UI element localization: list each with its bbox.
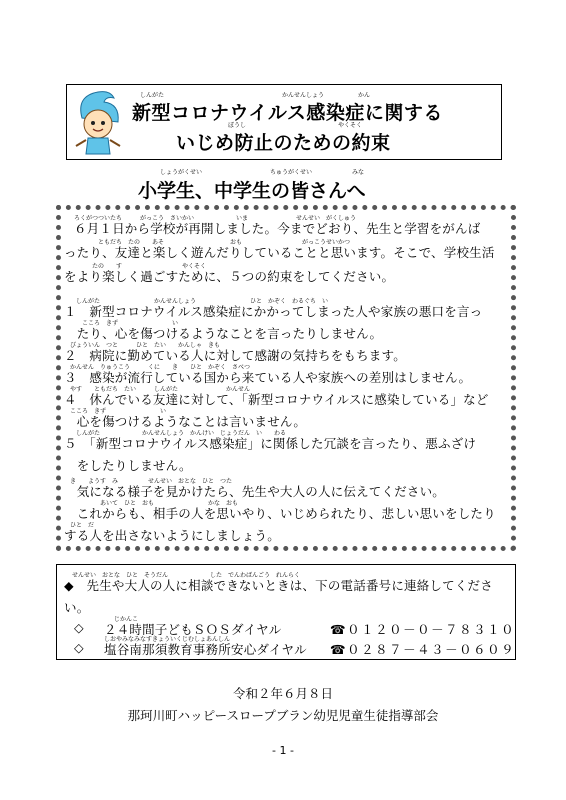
ruby-mina: みな bbox=[352, 169, 365, 176]
promise-ruby-1: しんがた かんせんしょう ひと かぞく わるぐち い bbox=[64, 298, 329, 305]
ruby-yakusoku: やくそく bbox=[338, 122, 363, 129]
contact-ruby: せんせい おとな ひと そうだん した でんわばんごう れんらく bbox=[66, 572, 301, 579]
contact-item-2-name: 塩谷南那須教育事務所安心ダイヤル bbox=[104, 642, 307, 657]
closing-line-1: 気になる様子を見かけたら、先生や大人の人に伝えてください。 bbox=[64, 484, 446, 499]
intro-line-3: をより楽しく過ごすために、５つの約束をしてください。 bbox=[64, 269, 395, 284]
ruby-kan: かん bbox=[358, 92, 371, 99]
promise-1-line-1: １ 新型コロナウイルス感染症にかかってしまった人や家族の悪口を言っ bbox=[64, 304, 483, 319]
ruby-chuugakusei: ちゅうがくせい bbox=[270, 169, 313, 176]
contact-item-2-bullet: ◇ bbox=[74, 640, 84, 655]
promise-2: ２ 病院に勤めている人に対して感謝の気持ちをもちます。 bbox=[64, 348, 406, 363]
contact-item-1-name: ２４時間子どもＳＯＳダイヤル bbox=[104, 622, 282, 637]
page-number: - 1 - bbox=[272, 744, 294, 757]
promise-ruby-4: かんせん りゅうこう くに き ひと かぞく さべつ bbox=[64, 364, 251, 371]
promise-ruby-2: こころ きず い bbox=[64, 320, 179, 327]
promise-1-line-2: たり、心を傷つけるようなことを言ったりしません。 bbox=[64, 326, 383, 341]
contact-instruction-end: い。 bbox=[64, 600, 90, 615]
promise-3: ３ 感染が流行している国から来ている人や家族への差別はしません。 bbox=[64, 370, 472, 385]
ruby-boushi: ぼうし bbox=[228, 122, 247, 129]
promise-5-line-2: をしたりしません。 bbox=[64, 458, 192, 473]
promise-4-line-1: ４ 休んでいる友達に対して、「新型コロナウイルスに感染している」など bbox=[64, 392, 489, 407]
promise-5-line-1: ５ 「新型コロナウイルス感染症」に関係した冗談を言ったり、悪ふざけ bbox=[64, 436, 477, 451]
document-date: 令和２年６月８日 bbox=[232, 686, 333, 701]
closing-ruby-1: き ようす み せんせい おとな ひと つた bbox=[64, 478, 233, 485]
closing-ruby-2: あいて ひと おも かな おも bbox=[64, 500, 239, 507]
contact-item-1-phone[interactable]: ☎０１２０－０－７８３１０ bbox=[330, 622, 516, 637]
closing-ruby-3: ひと だ bbox=[64, 522, 95, 529]
contact-instruction: ◆ 先生や大人の人に相談できないときは、下の電話番号に連絡してくださ bbox=[64, 578, 493, 593]
ruby-kansensho: かんせんしょう bbox=[282, 92, 325, 99]
promise-4-line-2: 心を傷つけるようなことは言いません。 bbox=[64, 414, 307, 429]
intro-ruby-3: たの す やくそく bbox=[74, 263, 207, 270]
contact-item-1-bullet: ◇ bbox=[74, 620, 84, 635]
title-line-2: いじめ防止のための約束 bbox=[176, 132, 391, 154]
ruby-shougakusei: しょうがくせい bbox=[160, 169, 203, 176]
promise-ruby-7: しんがた かんせんしょう かんけい じょうだん い わる bbox=[64, 430, 287, 437]
intro-line-1: ６月１日から学校が再開しました。今までどおり、先生と学習をがんば bbox=[74, 221, 481, 236]
mascot-illustration bbox=[70, 88, 128, 158]
intro-line-2: ったり、友達と楽しく遊んだりしていることと思います。そこで、学校生活 bbox=[64, 245, 495, 260]
contact-item-2-phone[interactable]: ☎０２８７－４３－０６０９ bbox=[330, 642, 516, 657]
subtitle: 小学生、中学生の皆さんへ bbox=[138, 180, 366, 202]
issuing-organization: 那珂川町ハッピースロープブラン幼児児童生徒指導部会 bbox=[127, 708, 439, 723]
intro-ruby-1: ろくがつついたち がっこう さいかい いま せんせい がくしゅう bbox=[74, 215, 357, 222]
closing-line-3: する人を出さないようにしましょう。 bbox=[64, 528, 280, 543]
promise-ruby-5: やす ともだち たい しんがた かんせん bbox=[64, 386, 251, 393]
contact-item-2-ruby: しおやみなみなすきょういくじむしょあんしん bbox=[104, 636, 231, 643]
title-line-1: 新型コロナウイルス感染症に関する bbox=[132, 102, 443, 124]
ruby-shingata: しんがた bbox=[140, 92, 165, 99]
closing-line-2: これからも、相手の人を思いやり、いじめられたり、悲しい思いをしたり bbox=[64, 506, 496, 521]
promise-ruby-3: びょういん つと ひと たい かんしゃ きも bbox=[64, 342, 221, 349]
promise-ruby-6: こころ きず い bbox=[64, 408, 167, 415]
intro-ruby-2: ともだち たの あそ おも がっこうせいかつ bbox=[74, 239, 351, 246]
contact-item-1-ruby: じかんこ bbox=[90, 616, 139, 623]
